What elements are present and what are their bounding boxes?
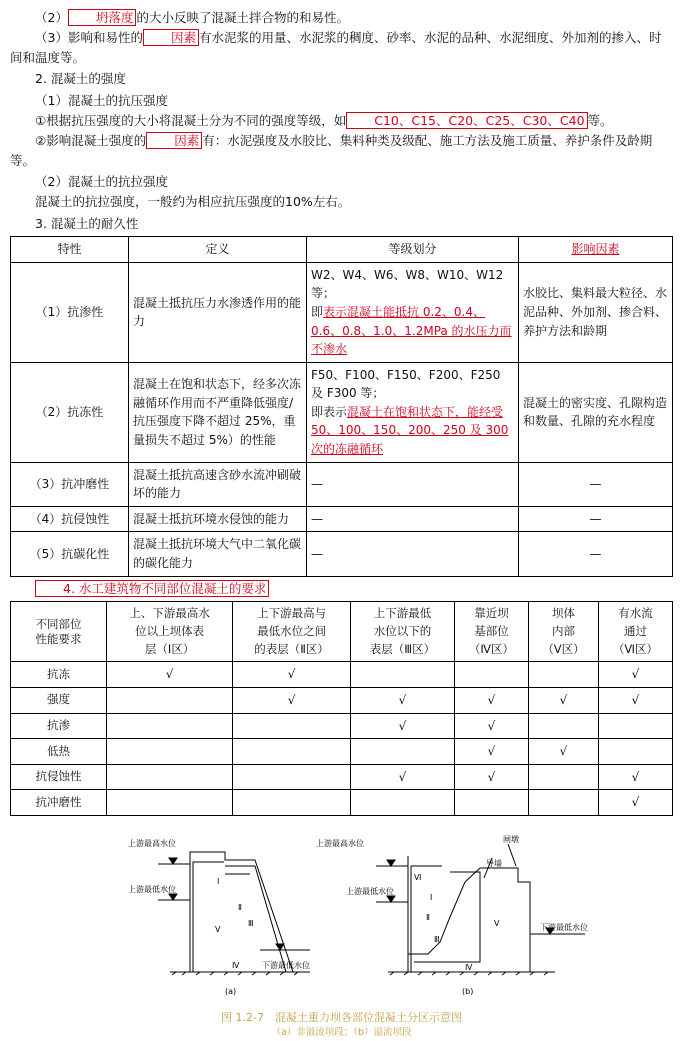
row-def-impermeability: 混凝土抵抗压力水渗透作用的能力 bbox=[129, 262, 307, 362]
paragraph-2-suffix: 的大小反映了混凝土拌合物的和易性。 bbox=[136, 10, 349, 25]
row-grade-impermeability bbox=[307, 262, 519, 362]
cell-lowheat-z3 bbox=[350, 739, 454, 765]
paragraph-3 bbox=[10, 28, 673, 67]
cell-corrosion-z3: √ bbox=[350, 764, 454, 790]
label-b-pier: 闸墩 bbox=[503, 835, 519, 844]
cell-abrasion-z3 bbox=[350, 790, 454, 816]
cell-corrosion-z5 bbox=[529, 764, 599, 790]
header-line-2: 通过 bbox=[623, 623, 647, 638]
highlight-concrete-grades: C10、C15、C20、C25、C30、C40 bbox=[346, 112, 587, 129]
table-row bbox=[11, 362, 673, 462]
section-4-title bbox=[10, 579, 673, 598]
zone-b-2: Ⅰ bbox=[430, 893, 433, 902]
header-line-2: 位以上坝体表 bbox=[135, 623, 205, 638]
header-line-3: （Ⅳ区） bbox=[468, 641, 515, 656]
paragraph-3-prefix: （3） bbox=[35, 30, 68, 46]
zone-b-4: Ⅲ bbox=[434, 935, 440, 944]
grade-text-plain: F50、F100、F150、F200、F250 及 F300 等； bbox=[311, 367, 501, 401]
table-row bbox=[11, 764, 673, 790]
table-row bbox=[11, 688, 673, 714]
cell-corrosion-z2 bbox=[233, 764, 351, 790]
cell-strength-z6: √ bbox=[598, 688, 672, 714]
row-def-frost: 混凝土在饱和状态下，经多次冻融循环作用而不严重降低强度/抗压强度下降不超过 25%，重量损失不超过 5%）的性能 bbox=[129, 362, 307, 462]
col-header-property: 特性 bbox=[11, 237, 129, 263]
cell-imperm-z5 bbox=[529, 713, 599, 739]
header-line-1: 靠近坝 bbox=[474, 606, 509, 620]
label-b-guide: 导墙 bbox=[486, 859, 502, 868]
col-header-zone-3 bbox=[350, 602, 454, 662]
header-line-1: 有水流 bbox=[618, 606, 653, 620]
col-header-definition: 定义 bbox=[129, 237, 307, 263]
highlight-section-4: 4. 水工建筑物不同部位混凝土的要求 bbox=[35, 580, 269, 597]
cell-imperm-z1 bbox=[107, 713, 233, 739]
figure-svg bbox=[10, 822, 673, 1000]
figure-subcaption: （a）非溢流坝段；（b）溢流坝段 bbox=[271, 1027, 412, 1039]
row-label-impermeability: 抗渗 bbox=[11, 713, 107, 739]
section-2-2-text: 混凝土的抗拉强度，一般约为相应抗压强度的10%左右。 bbox=[35, 194, 351, 210]
cell-imperm-z3: √ bbox=[350, 713, 454, 739]
highlight-slump: 坍落度 bbox=[68, 9, 137, 26]
row-name-impermeability: （1）抗渗性 bbox=[11, 262, 129, 362]
cell-lowheat-z1 bbox=[107, 739, 233, 765]
header-line-1: 上下游最低 bbox=[373, 606, 432, 620]
figure-dam-zones bbox=[10, 822, 673, 1007]
cell-frost-z2: √ bbox=[233, 662, 351, 688]
cell-strength-z1 bbox=[107, 688, 233, 714]
durability-table bbox=[10, 236, 673, 577]
item-b-prefix: ②影响混凝土强度的 bbox=[35, 133, 147, 149]
row-factor-abrasion: — bbox=[519, 462, 673, 506]
zone-a-1: Ⅰ bbox=[217, 877, 220, 886]
table-row bbox=[11, 462, 673, 506]
header-line-1: 坝体 bbox=[551, 606, 575, 620]
row-def-carbonation: 混凝土抵抗环境大气中二氧化碳的碳化能力 bbox=[129, 532, 307, 576]
section-2-title: 2. 混凝土的强度 bbox=[35, 71, 126, 87]
paragraph-3-mid: 影响和易性的 bbox=[67, 30, 143, 46]
zone-b-6: Ⅴ bbox=[494, 919, 500, 928]
row-factor-carbonation: — bbox=[519, 532, 673, 576]
section-2-1-title: （1）混凝土的抗压强度 bbox=[35, 92, 168, 108]
cell-frost-z5 bbox=[529, 662, 599, 688]
table-row bbox=[11, 662, 673, 688]
cell-strength-z3: √ bbox=[350, 688, 454, 714]
cell-abrasion-z4 bbox=[454, 790, 528, 816]
header-line-2: 内部 bbox=[551, 623, 575, 638]
cell-lowheat-z4: √ bbox=[454, 739, 528, 765]
row-factor-corrosion: — bbox=[519, 506, 673, 532]
zone-b-5: Ⅳ bbox=[465, 963, 473, 972]
caption-b: (b) bbox=[462, 987, 474, 996]
row-name-carbonation: （5）抗碳化性 bbox=[11, 532, 129, 576]
table-row bbox=[11, 262, 673, 362]
cell-imperm-z6 bbox=[598, 713, 672, 739]
cell-lowheat-z6 bbox=[598, 739, 672, 765]
row-def-corrosion: 混凝土抵抗环境水侵蚀的能力 bbox=[129, 506, 307, 532]
cell-frost-z6: √ bbox=[598, 662, 672, 688]
row-label-frost: 抗冻 bbox=[11, 662, 107, 688]
row-grade-abrasion: — bbox=[307, 462, 519, 506]
header-line-3: （Ⅴ区） bbox=[542, 641, 585, 656]
label-a-mid-water: 上游最低水位 bbox=[128, 885, 176, 894]
grade-text-lead: 即 bbox=[311, 304, 324, 319]
cell-lowheat-z5: √ bbox=[529, 739, 599, 765]
col-header-zone-2 bbox=[233, 602, 351, 662]
grade-text-lead: 即表示 bbox=[311, 404, 348, 419]
label-b-down-water: 下游最低水位 bbox=[540, 923, 588, 932]
caption-a: (a) bbox=[225, 987, 237, 996]
zone-a-3: Ⅲ bbox=[248, 919, 254, 928]
item-b-suffix: 有：水泥强度及水胶比、集料种类及级配、施工方法及施工质量、养护条件及龄期等。 bbox=[10, 133, 653, 168]
grade-text-plain: W2、W4、W6、W8、W10、W12 等； bbox=[311, 267, 504, 301]
grade-text-red: 混凝土在饱和状态下，能经受 50、100、150、200、250 及 300 次的冻融循环 bbox=[311, 404, 509, 457]
row-name-corrosion: （4）抗侵蚀性 bbox=[11, 506, 129, 532]
col-header-factors: 影响因素 bbox=[519, 237, 673, 263]
header-line-2: 最低水位之间 bbox=[257, 623, 327, 638]
cell-frost-z1: √ bbox=[107, 662, 233, 688]
table-row bbox=[11, 506, 673, 532]
label-a-top-water: 上游最高水位 bbox=[128, 839, 176, 848]
table-row bbox=[11, 713, 673, 739]
cell-lowheat-z2 bbox=[233, 739, 351, 765]
header-line-2: 性能要求 bbox=[35, 631, 82, 646]
row-grade-carbonation: — bbox=[307, 532, 519, 576]
cell-abrasion-z1 bbox=[107, 790, 233, 816]
paragraph-3-suffix: 有水泥浆的用量、水泥浆的稠度、砂率、水泥的品种、水泥细度、外加剂的掺入、时间和温度等。 bbox=[10, 30, 662, 65]
item-a-prefix: ①根据抗压强度的大小将混凝土分为不同的强度等级，如 bbox=[35, 112, 347, 128]
header-line-3: 层（Ⅰ区） bbox=[144, 641, 195, 656]
highlight-factor-2: 因素 bbox=[146, 132, 202, 149]
row-grade-corrosion: — bbox=[307, 506, 519, 532]
header-line-1: 上下游最高与 bbox=[257, 606, 327, 620]
cell-frost-z4 bbox=[454, 662, 528, 688]
row-factor-frost: 混凝土的密实度、孔隙构造和数量、孔隙的充水程度 bbox=[519, 362, 673, 462]
requirements-table bbox=[10, 601, 673, 816]
table-header-row bbox=[11, 602, 673, 662]
section-2-1-item-a bbox=[10, 111, 673, 130]
grade-text-red: 表示混凝土能抵抗 0.2、0.4、0.6、0.8、1.0、1.2MPa 的水压力而不渗水 bbox=[311, 304, 512, 357]
header-line-3: （Ⅵ区） bbox=[612, 641, 659, 656]
table-header-row bbox=[11, 237, 673, 263]
col-header-zone-1 bbox=[107, 602, 233, 662]
header-line-2: 水位以下的 bbox=[373, 623, 432, 638]
row-grade-frost bbox=[307, 362, 519, 462]
zone-a-2: Ⅱ bbox=[238, 903, 242, 912]
row-name-frost: （2）抗冻性 bbox=[11, 362, 129, 462]
cell-corrosion-z1 bbox=[107, 764, 233, 790]
cell-abrasion-z6: √ bbox=[598, 790, 672, 816]
col-header-zone-5 bbox=[529, 602, 599, 662]
cell-abrasion-z5 bbox=[529, 790, 599, 816]
row-name-abrasion: （3）抗冲磨性 bbox=[11, 462, 129, 506]
table-row bbox=[11, 532, 673, 576]
zone-b-1: Ⅵ bbox=[414, 873, 422, 882]
label-a-down-water: 下游最低水位 bbox=[262, 961, 310, 970]
cell-frost-z3 bbox=[350, 662, 454, 688]
header-line-2: 基部位 bbox=[474, 623, 509, 638]
header-line-1: 上、下游最高水 bbox=[129, 606, 210, 620]
label-b-mid-water: 上游最低水位 bbox=[346, 887, 394, 896]
header-line-3: 的表层（Ⅱ区） bbox=[254, 641, 329, 656]
row-factor-impermeability: 水胶比、集料最大粒径、水泥品种、外加剂、掺合料、养护方法和龄期 bbox=[519, 262, 673, 362]
header-line-3: 表层（Ⅲ区） bbox=[369, 641, 436, 656]
paragraph-2 bbox=[10, 8, 673, 27]
item-a-suffix: 等。 bbox=[587, 112, 613, 128]
cell-strength-z4: √ bbox=[454, 688, 528, 714]
row-label-abrasion: 抗冲磨性 bbox=[11, 790, 107, 816]
zone-a-4: Ⅳ bbox=[232, 961, 240, 970]
paragraph-2-prefix: （2） bbox=[35, 10, 68, 25]
header-line-1: 不同部位 bbox=[35, 617, 82, 632]
row-label-lowheat: 低热 bbox=[11, 739, 107, 765]
section-2-1-item-b bbox=[10, 131, 673, 170]
figure-caption: 图 1.2-7 混凝土重力坝各部位混凝土分区示意图 bbox=[221, 1011, 462, 1024]
row-label-corrosion: 抗侵蚀性 bbox=[11, 764, 107, 790]
cell-abrasion-z2 bbox=[233, 790, 351, 816]
col-header-part-performance bbox=[11, 602, 107, 662]
zone-b-3: Ⅱ bbox=[426, 913, 430, 922]
col-header-zone-4 bbox=[454, 602, 528, 662]
row-label-strength: 强度 bbox=[11, 688, 107, 714]
table-row bbox=[11, 790, 673, 816]
cell-strength-z2: √ bbox=[233, 688, 351, 714]
cell-imperm-z4: √ bbox=[454, 713, 528, 739]
cell-corrosion-z6: √ bbox=[598, 764, 672, 790]
cell-imperm-z2 bbox=[233, 713, 351, 739]
highlight-factor-1: 因素 bbox=[143, 29, 199, 46]
section-2-2-title: （2）混凝土的抗拉强度 bbox=[35, 174, 168, 189]
label-b-top-water: 上游最高水位 bbox=[316, 839, 364, 848]
col-header-grades: 等级划分 bbox=[307, 237, 519, 263]
row-def-abrasion: 混凝土抵抗高速含砂水流冲刷破坏的能力 bbox=[129, 462, 307, 506]
table-row bbox=[11, 739, 673, 765]
cell-strength-z5: √ bbox=[529, 688, 599, 714]
col-header-zone-6 bbox=[598, 602, 672, 662]
cell-corrosion-z4: √ bbox=[454, 764, 528, 790]
zone-a-5: Ⅴ bbox=[215, 925, 221, 934]
section-3-title: 3. 混凝土的耐久性 bbox=[35, 215, 139, 231]
